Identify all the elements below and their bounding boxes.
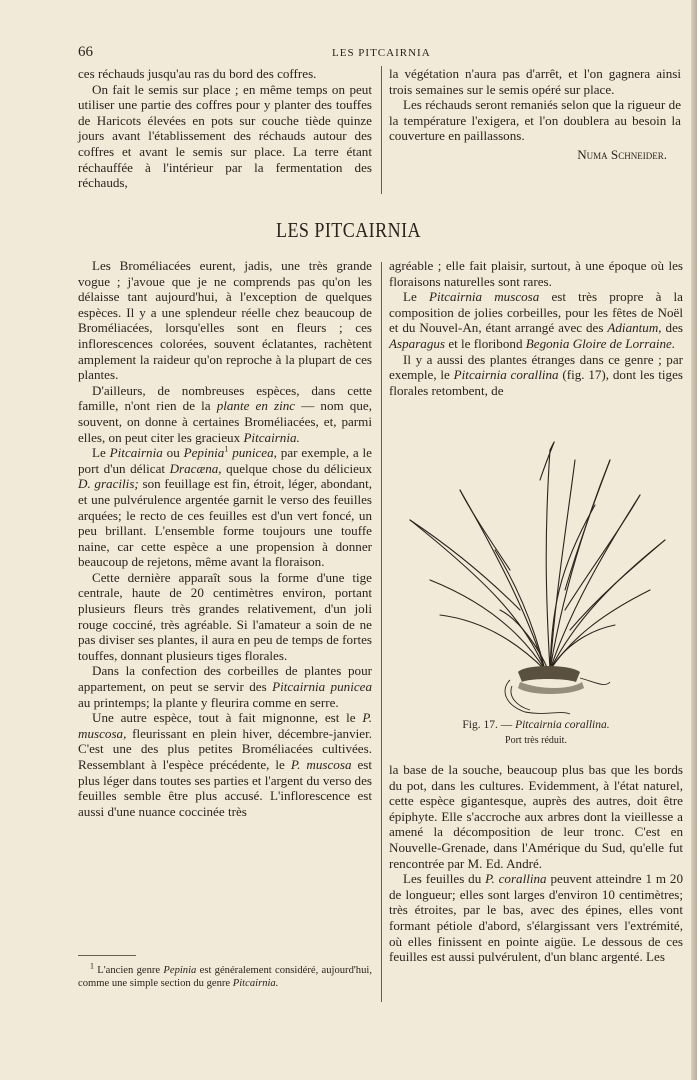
paragraph: Les réchauds seront remaniés selon que la rigueur de la température l'exigera, et l'on doublera au besoin la couverture en paillassons. <box>389 97 681 144</box>
article-right-column-top <box>389 258 683 398</box>
paragraph: On fait le semis sur place ; en même temps on peut utiliser une partie des coffres pour y planter des touffes de Haricots élevées en pots sur couche tiède quinze jours avant l'établissement des réchauds autour des coffres et avant le semis sur place. La terre étant réchauffée à l'intérieur par la fermentation des réchauds, <box>78 81 372 191</box>
footnote-rule <box>78 955 136 956</box>
figure-caption: Fig. 17. — Pitcairnia corallina. <box>462 719 610 731</box>
figure-subcaption: Port très réduit. <box>505 735 567 746</box>
paragraph: Une autre espèce, tout à fait mignonne, est le P. muscosa, fleurissant en plein hiver, décembre-janvier. C'est une des plus petites Broméliacées cultivées. Ressemblant à l'espèce précédente, le P. muscosa est plus léger dans toutes ses parties et l'argent du verso des feuilles semble être plus accusé. L'inflorescence est aussi d'une nuance coccinée très <box>78 710 373 819</box>
paragraph: Les feuilles du P. corallina peuvent atteindre 1 m 20 de longueur; elles sont larges d'environ 10 centimètres; très étroites, par le bas, avec des épines, elles vont formant pétiole d'abord, s'élargissant vers l'extrémité, où elles finissent en pointe aigüe. Le dessous de ces feuilles est aussi pulvérulent, d'un blanc argenté. Les <box>389 871 684 965</box>
paragraph: la base de la souche, beaucoup plus bas que les bords du pot, dans les cultures. Evidemment, à l'état naturel, cette espèce gigantesque, auprès des autres, doit être épiphyte. Elle s'accroche aux arbres dont la vieillesse a amené la décomposition de leur tronc. C'est en Nouvelle-Grenade, dans l'Amérique du Sud, qu'elle fut rencontrée par M. Ed. André. <box>389 762 683 871</box>
pitcairnia-corallina-engraving <box>400 420 672 720</box>
article-title: LES PITCAIRNIA <box>276 218 421 242</box>
footnote: $^1$ L'ancien genre Pepinia est généralement considéré, aujourd'hui, comme une simple section du genre Pitcairnia. <box>78 961 372 989</box>
paragraph: la végétation n'aura pas d'arrêt, et l'on gagnera ainsi trois semaines sur le semis opéré sur place. <box>389 66 681 97</box>
article-right-column-bottom <box>389 762 683 965</box>
footnote-marker: 1 <box>224 444 229 454</box>
author-signature: Numa Schneider. <box>577 146 667 162</box>
paragraph: ces réchauds jusqu'au ras du bord des coffres. <box>78 66 317 81</box>
column-divider <box>381 262 382 1002</box>
paragraph: D'ailleurs, de nombreuses espèces, dans cette famille, n'ont rien de la plante en zinc — nom que, souvent, on donne à certaines Broméliacées, et, parmi elles, on peut citer les gracieux Pitcairnia. <box>78 382 372 445</box>
paragraph: Le Pitcairnia muscosa est très propre à la composition de jolies corbeilles, pour les fêtes de Noël et du Nouvel-An, étant arrangé avec des Adiantum, des Asparagus et le floribond Begonia Gloire de Lorraine. <box>389 289 683 351</box>
paragraph: Cette dernière apparaît sous la forme d'une tige centrale, haute de 20 centimètres environ, portant plusieurs fleurs très grandes relativement, d'un joli rouge cocciné, très agréable. Si l'amateur a soin de ne pas diviser ses plantes, il aura en peu de temps de fortes touffes, donnant plusieurs tiges florales. <box>78 569 372 663</box>
previous-article-right-column <box>389 66 681 163</box>
paragraph: agréable ; elle fait plaisir, surtout, à une époque où les floraisons naturelles sont rares. <box>389 258 683 289</box>
running-head: LES PITCAIRNIA <box>332 47 431 59</box>
column-divider <box>381 66 382 194</box>
paragraph: Dans la confection des corbeilles de plantes pour appartement, on peut se servir des Pitcairnia punicea au printemps; la plante y fleurira comme en serre. <box>78 663 373 710</box>
page-number: 66 <box>78 44 93 60</box>
page-edge <box>691 0 697 1080</box>
article-left-column <box>78 258 372 819</box>
paragraph: Le Pitcairnia ou Pepinia$^1$ punicea, par exemple, a le port d'un délicat Dracæna, quelque chose du délicieux D. gracilis; son feuillage est fin, étroit, léger, abondant, et une pulvérulence argentée garnit le verso des feuilles arquées; le recto de ces feuilles est d'un vert foncé, un peu brillant. L'ensemble forme toujours une touffe naine, car cette espèce a une propension à donner beaucoup de rejetons, même avant la floraison. <box>78 444 373 570</box>
paragraph: Les Broméliacées eurent, jadis, une très grande vogue ; j'avoue que je ne comprends pas qu'on les délaisse tant aujourd'hui, à l'exception de quelques espèces. Il y a une splendeur réelle chez beaucoup de Broméliacées, lorsqu'elles sont en fleurs ; ces inflorescences colorées, souvent éclatantes, rachètent amplement la raideur qu'on reproche à la plupart de ces plantes. <box>78 258 372 383</box>
previous-article-left-column <box>78 66 372 191</box>
paragraph: Il y a aussi des plantes étranges dans ce genre ; par exemple, le Pitcairnia corallina (fig. 17), dont les tiges florales retombent, de <box>389 351 683 398</box>
